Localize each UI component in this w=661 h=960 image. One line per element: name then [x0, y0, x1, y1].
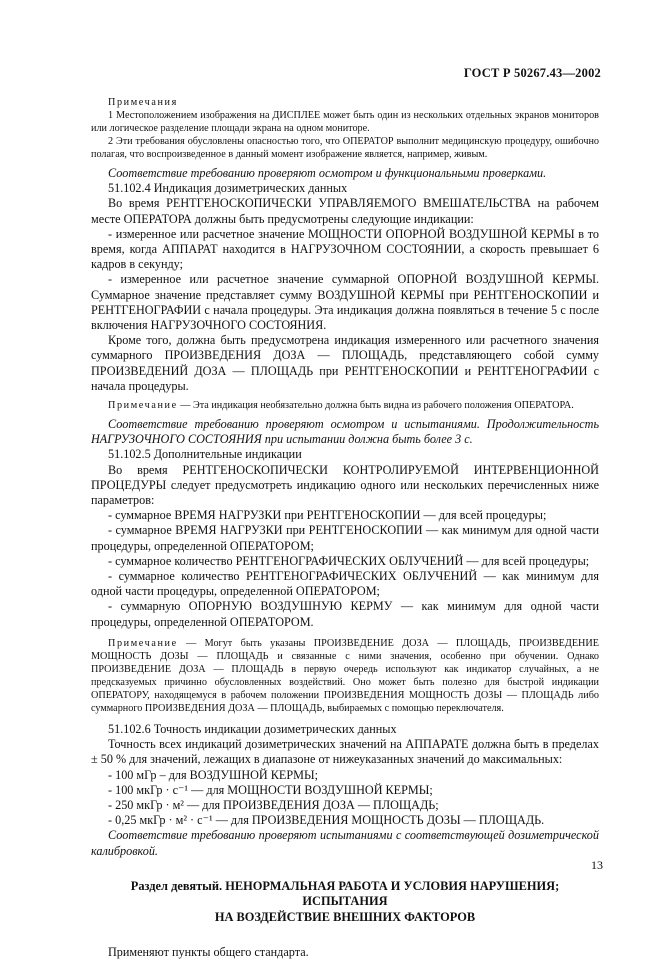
compliance-text: Соответствие требованию проверяют осмотром и функциональными проверками. [108, 166, 547, 180]
list-item: - измеренное или расчетное значение МОЩНОСТИ ОПОРНОЙ ВОЗДУШНОЙ КЕРМЫ в то время, когда АППАРАТ находится в НАГРУЗОЧНОМ СОСТОЯНИИ, а скорость превышает 6 кадров в секунду; [91, 226, 599, 272]
clause-title-51-102-6: 51.102.6 Точность индикации дозиметрических данных [108, 721, 397, 736]
note-label: Примечание [108, 400, 178, 412]
list-item: - суммарное ВРЕМЯ НАГРУЗКИ при РЕНТГЕНОСКОПИИ — как минимум для одной части процедуры, определенной ОПЕРАТОРОМ; [91, 523, 599, 553]
note-1: 1 Местоположением изображения на ДИСПЛЕЕ может быть один из нескольких отдельных экранов мониторов или логическое разделение площади экрана на одном мониторе. [91, 110, 599, 134]
compliance-text: Соответствие требованию проверяют испытаниями с соответствующей дозиметрической калибровкой. [91, 828, 599, 858]
clause-title-51-102-4: 51.102.4 Индикация дозиметрических данных [108, 181, 348, 196]
clause-paragraph: Во время РЕНТГЕНОСКОПИЧЕСКИ КОНТРОЛИРУЕМОЙ ИНТЕРВЕНЦИОННОЙ ПРОЦЕДУРЫ следует предусмотреть индикацию одного или нескольких перечисленных ниже параметров: [91, 462, 599, 508]
clause-title-51-102-5: 51.102.5 Дополнительные индикации [108, 447, 302, 462]
list-item: - 0,25 мкГр · м² · с⁻¹ — для ПРОИЗВЕДЕНИЯ МОЩНОСТЬ ДОЗЫ — ПЛОЩАДЬ. [108, 813, 545, 828]
clause-paragraph: Кроме того, должна быть предусмотрена индикация измеренного или расчетного значения суммарного ПРОИЗВЕДЕНИЯ ДОЗА — ПЛОЩАДЬ, представляющего собой сумму ПРОИЗВЕДЕНИЙ ДОЗА — ПЛОЩАДЬ при РЕНТГЕНОСКОПИИ и РЕНТГЕНОГРАФИИ с начала процедуры. [91, 333, 599, 393]
list-item: - 100 мкГр · с⁻¹ — для МОЩНОСТИ ВОЗДУШНОЙ КЕРМЫ; [108, 782, 433, 797]
list-item: - измеренное или расчетное значение суммарной ОПОРНОЙ ВОЗДУШНОЙ КЕРМЫ. Суммарное значение представляет сумму ВОЗДУШНОЙ КЕРМЫ при РЕНТГЕНОСКОПИИ и РЕНТГЕНОГРАФИИ с начала процедуры. Эта индикация должна появляться в течение 5 с после включения НАГРУЗОЧНОГО СОСТОЯНИЯ. [91, 272, 599, 333]
section-title-line-2: НА ВОЗДЕЙСТВИЕ ВНЕШНИХ ФАКТОРОВ [214, 909, 476, 924]
list-item: - 250 мкГр · м² — для ПРОИЗВЕДЕНИЯ ДОЗА — ПЛОЩАДЬ; [108, 797, 439, 812]
compliance-text: Соответствие требованию проверяют осмотром и испытаниями. Продолжительность НАГРУЗОЧНОГО СОСТОЯНИЯ при испытании должна быть более 3 с. [91, 417, 599, 447]
note-label: Примечание [108, 637, 178, 649]
section-title [91, 879, 599, 926]
standard-header: ГОСТ Р 50267.43—2002 [463, 66, 601, 80]
note-text: — Могут быть указаны ПРОИЗВЕДЕНИЕ ДОЗА — ПЛОЩАДЬ, ПРОИЗВЕДЕНИЕ МОЩНОСТЬ ДОЗЫ — ПЛОЩАДЬ и связанные с ними значения, особенно при обучении. Однако ПРОИЗВЕДЕНИЕ ДОЗА — ПЛОЩАДЬ в первую очередь используют как индикатор случайных, а не предсказуемых причинно обусловленных воздействий. Оно может быть полезно для быстрой индикации ОПЕРАТОРУ, находящемуся в рабочем положении ПРОИЗВЕДЕНИЯ МОЩНОСТЬ ДОЗЫ — ПЛОЩАДЬ либо суммарного ПРОИЗВЕДЕНИЯ ДОЗА — ПЛОЩАДЬ, выбираемых с помощью переключателя. [91, 637, 599, 714]
section-text: Применяют пункты общего стандарта. [108, 945, 309, 960]
clause-paragraph: Во время РЕНТГЕНОСКОПИЧЕСКИ УПРАВЛЯЕМОГО ВМЕШАТЕЛЬСТВА на рабочем месте ОПЕРАТОРА должны быть предусмотрены следующие индикации: [91, 196, 599, 226]
note [91, 637, 599, 715]
list-item: - суммарную ОПОРНУЮ ВОЗДУШНУЮ КЕРМУ — как минимум для одной части процедуры, определенной ОПЕРАТОРОМ. [91, 599, 599, 629]
list-item: - суммарное количество РЕНТГЕНОГРАФИЧЕСКИХ ОБЛУЧЕНИЙ — для всей процедуры; [108, 553, 590, 568]
page-number: 13 [591, 858, 603, 872]
list-item: - суммарное ВРЕМЯ НАГРУЗКИ при РЕНТГЕНОСКОПИИ — для всей процедуры; [108, 508, 547, 523]
note [91, 399, 599, 412]
clause-paragraph: Точность всех индикаций дозиметрических значений на АППАРАТЕ должна быть в пределах ± 50 % для значений, лежащих в диапазоне от нижеуказанных значений до максимальных: [91, 737, 599, 767]
list-item: - 100 мГр – для ВОЗДУШНОЙ КЕРМЫ; [108, 767, 318, 782]
page-content [91, 96, 599, 960]
note-text: — Эта индикация необязательно должна быть видна из рабочего положения ОПЕРАТОРА. [177, 400, 574, 412]
section-title-line-1: Раздел девятый. НЕНОРМАЛЬНАЯ РАБОТА И УСЛОВИЯ НАРУШЕНИЯ; ИСПЫТАНИЯ [130, 878, 560, 909]
list-item: - суммарное количество РЕНТГЕНОГРАФИЧЕСКИХ ОБЛУЧЕНИЙ — как минимум для одной части процедуры, определенной ОПЕРАТОРОМ; [91, 569, 599, 599]
notes-heading: Примечания [108, 97, 178, 108]
note-2: 2 Эти требования обусловлены опасностью того, что ОПЕРАТОР выполнит медицинскую процедуру, ошибочно полагая, что воспроизведенное в данный момент изображение является, например, живым. [91, 136, 599, 160]
